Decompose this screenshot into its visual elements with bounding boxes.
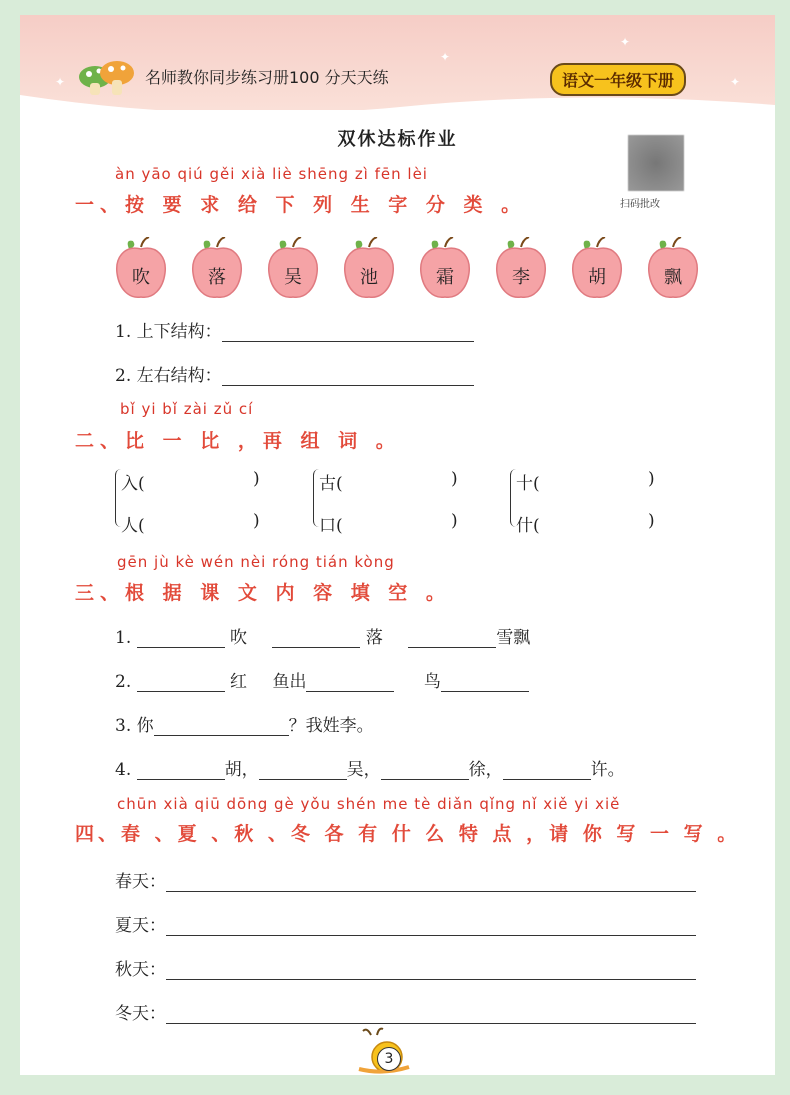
season-item	[115, 867, 696, 892]
compare-char: 古(	[319, 474, 343, 494]
section3-heading: 三、根 据 课 文 内 容 填 空 。	[75, 582, 451, 604]
apple-char-text: 落	[208, 267, 226, 288]
section2-heading: 二、比 一 比 ，再 组 词 。	[75, 430, 401, 452]
compare-char: 什(	[516, 516, 540, 536]
section1-pinyin: àn yāo qiú gěi xià liè shēng zì fēn lèi	[115, 165, 428, 183]
apple-char-text: 霜	[436, 267, 454, 288]
compare-row[interactable]	[516, 511, 655, 536]
season-label: 春天：	[115, 872, 166, 892]
answer-line[interactable]	[137, 761, 225, 780]
question-number: 2.	[115, 672, 132, 692]
answer-line[interactable]	[166, 917, 696, 936]
grade-badge: 语文一年级下册	[550, 63, 686, 96]
answer-line[interactable]	[166, 873, 696, 892]
structure-item	[115, 317, 474, 342]
answer-line[interactable]	[137, 629, 225, 648]
mushroom-logo-icon	[75, 55, 140, 100]
structure-label: 2. 左右结构：	[115, 366, 222, 386]
answer-line[interactable]	[137, 673, 225, 692]
apple-char	[647, 237, 703, 303]
worksheet-page	[20, 15, 775, 1075]
fill-item-3	[115, 711, 374, 736]
apple-char-text: 胡	[588, 267, 606, 288]
season-label: 秋天：	[115, 960, 166, 980]
apple-char-text: 李	[512, 267, 530, 288]
season-label: 冬天：	[115, 1004, 166, 1024]
close-paren: )	[648, 469, 655, 489]
answer-line[interactable]	[166, 1005, 696, 1024]
section4-heading: 四、春 、夏 、秋 、冬 各 有 什 么 特 点 ，请 你 写 一 写 。	[75, 823, 741, 845]
section4-pinyin: chūn xià qiū dōng gè yǒu shén me tè diǎn qǐng nǐ xiě yi xiě	[117, 795, 621, 813]
qr-label: 扫码批改	[620, 199, 660, 210]
answer-line[interactable]	[441, 673, 529, 692]
compare-row[interactable]	[516, 469, 655, 494]
apple-char	[571, 237, 627, 303]
book-title: 名师教你同步练习册100 分天天练	[145, 68, 389, 87]
close-paren: )	[648, 511, 655, 531]
sparkle-icon: ✦	[55, 75, 66, 89]
apple-char	[419, 237, 475, 303]
section1-heading: 一、按 要 求 给 下 列 生 字 分 类 。	[75, 194, 527, 216]
answer-line[interactable]	[381, 761, 469, 780]
close-paren: )	[253, 511, 260, 531]
close-paren: )	[253, 469, 260, 489]
apple-char	[495, 237, 551, 303]
question-number: 1.	[115, 628, 132, 648]
fill-text: 吹	[230, 628, 248, 648]
compare-row[interactable]	[319, 511, 458, 536]
answer-line[interactable]	[408, 629, 496, 648]
answer-line[interactable]	[272, 629, 360, 648]
close-paren: )	[451, 511, 458, 531]
close-paren: )	[451, 469, 458, 489]
apple-char-text: 池	[360, 267, 378, 288]
apple-char-text: 吹	[132, 267, 150, 288]
season-label: 夏天：	[115, 916, 166, 936]
section2-pinyin: bǐ yi bǐ zài zǔ cí	[120, 400, 254, 418]
apple-char	[115, 237, 171, 303]
section3-pinyin: gēn jù kè wén nèi róng tián kòng	[117, 553, 395, 571]
season-item	[115, 955, 696, 980]
answer-line[interactable]	[306, 673, 394, 692]
page-number: 3	[377, 1047, 401, 1071]
compare-group	[115, 465, 275, 535]
compare-char: 口(	[319, 516, 343, 536]
sparkle-icon: ✦	[620, 35, 631, 49]
fill-text: 吴，	[346, 760, 381, 780]
fill-item-1	[115, 623, 530, 648]
answer-line[interactable]	[166, 961, 696, 980]
season-item	[115, 911, 696, 936]
apple-char	[267, 237, 323, 303]
structure-label: 1. 上下结构：	[115, 322, 222, 342]
question-number: 3. 你	[115, 716, 154, 736]
page-title: 双休达标作业	[337, 129, 458, 150]
answer-line[interactable]	[259, 761, 347, 780]
fill-item-4	[115, 755, 625, 780]
compare-char: 入(	[121, 474, 145, 494]
page-number-badge	[353, 1025, 413, 1075]
sparkle-icon: ✦	[440, 50, 451, 64]
fill-item-2	[115, 667, 529, 692]
compare-row[interactable]	[319, 469, 458, 494]
answer-line[interactable]	[154, 717, 289, 736]
answer-line[interactable]	[503, 761, 591, 780]
apple-char	[191, 237, 247, 303]
answer-line[interactable]	[222, 367, 474, 386]
apple-row	[115, 237, 715, 307]
answer-line[interactable]	[222, 323, 474, 342]
compare-char: 人(	[121, 516, 145, 536]
structure-item	[115, 361, 474, 386]
apple-char-text: 飘	[664, 267, 682, 288]
fill-text: 徐，	[468, 760, 503, 780]
apple-char-text: 吴	[284, 267, 302, 288]
fill-text: 鱼出	[272, 672, 307, 692]
sparkle-icon: ✦	[730, 75, 741, 89]
compare-group	[510, 465, 670, 535]
fill-text: 红	[230, 672, 248, 692]
question-number: 4.	[115, 760, 132, 780]
fill-text: 胡，	[224, 760, 259, 780]
fill-text: ？我姓李。	[288, 716, 374, 736]
compare-row[interactable]	[121, 469, 260, 494]
season-item	[115, 999, 696, 1024]
compare-row[interactable]	[121, 511, 260, 536]
fill-text: 许。	[590, 760, 625, 780]
compare-char: 十(	[516, 474, 540, 494]
apple-char	[343, 237, 399, 303]
qr-code-icon[interactable]	[628, 135, 684, 191]
fill-text: 雪飘	[496, 628, 531, 648]
compare-group	[313, 465, 473, 535]
fill-text: 鸟	[423, 672, 441, 692]
fill-text: 落	[365, 628, 383, 648]
